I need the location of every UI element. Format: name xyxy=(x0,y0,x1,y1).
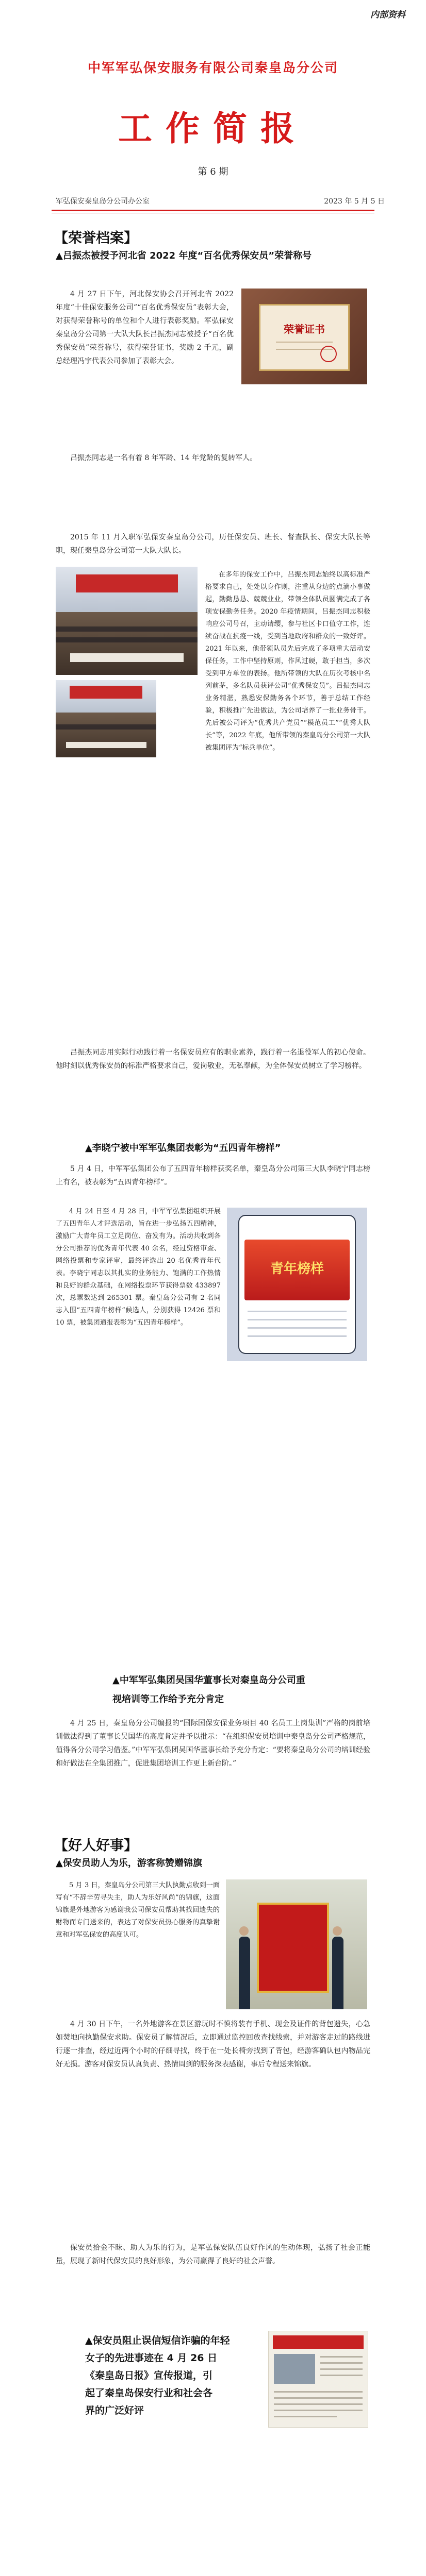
text-line xyxy=(320,2375,363,2376)
stage-banner-icon xyxy=(70,686,142,699)
para-youth-list: 5 月 4 日，中军军弘集团公布了五四青年榜样获奖名单，秦皇岛分公司第三大队李晓宁同志榜上有名，被表彰为“五四青年榜样”。 xyxy=(56,1165,370,1187)
guard-head xyxy=(239,1926,249,1936)
section-honor-title: 【荣誉档案】 xyxy=(54,230,138,246)
certificate-icon xyxy=(259,304,350,371)
guard-figure xyxy=(239,1937,250,2009)
text-line xyxy=(274,2410,363,2411)
para-training: 4 月 25 日，秦皇岛分公司编报的“国际国保安保业务项目 40 名员工上岗集训”严格的岗前培训做法得到了董事长吴国华的高度肯定并予以批示：“在组织保安员培训中秦皇岛分公司严格规范，值得各分公司学习借鉴。”中军军弘集团吴国华董事长给予充分肯定：“要将秦皇岛分公司的培训经验和好做法在全集团推广，促进集团培训工作更上新台阶。” xyxy=(56,1719,370,1768)
red-seal-icon xyxy=(320,346,337,362)
text-line xyxy=(274,2416,337,2417)
text-line xyxy=(274,2397,363,2399)
youth-banner-icon xyxy=(244,1240,350,1300)
text-line xyxy=(248,1327,347,1329)
certificate-photo xyxy=(241,289,367,384)
header-divider xyxy=(52,210,374,211)
para-career: 2015 年 11 月入职军弘保安秦皇岛分公司，历任保安员、班长、督查队长、保安大队长等职，现任秦皇岛分公司第一大队大队长。 xyxy=(56,533,370,555)
headline-fraud-stop-4: 起了秦皇岛保安行业和社会各 xyxy=(85,2387,213,2399)
headline-li-xiaoning: ▲李晓宁被中军军弘集团表彰为“五四青年榜样” xyxy=(85,1143,281,1154)
para-youth-selection: 4 月 24 日至 4 月 28 日，中军军弘集团组织开展了五四青年人才评选活动，旨在进一步弘扬五四精神，激励广大青年员工立足岗位、奋发有为。活动共收到各分公司推荐的优秀青年代表 40 余名，经过资格审查、网络投票和专家评审，最终评选出 20 名优秀青年代表。李晓宁同志以其扎实的业务能力、饱满的工作热情和良好的群众基础，在网络投票环节获得票数 433897 次，总票数达到 265301 票。秦皇岛分公司有 2 名同志入围“五四青年榜样”候选人，分别获得 12426 票和 10 票，被集团通报表彰为“五四青年榜样”。 xyxy=(56,1208,221,1327)
banner-photo xyxy=(226,1879,367,2009)
text-line xyxy=(248,1311,347,1312)
audience-row xyxy=(56,724,156,730)
phone-screenshot xyxy=(227,1208,367,1361)
newspaper-clipping xyxy=(268,2331,368,2428)
para-award-ceremony: 4 月 27 日下午，河北保安协会召开河北省 2022 年度“十佳保安服务公司”“百名优秀保安员”表彰大会，对获得荣誉称号的单位和个人进行表彰奖励。军弘保安秦皇岛分公司第一大队大队长吕振杰同志被授予“百名优秀保安员”荣誉称号，获得荣誉证书，奖励 2 千元，副总经理冯宇代表公司参加了表彰大会。 xyxy=(56,290,234,365)
para-work-record: 在多年的保安工作中，吕振杰同志始终以高标准严格要求自己，处处以身作则，注重从身边的点滴小事做起，勤勤恳恳、兢兢业业，带领全体队员圆满完成了各项安保勤务任务。2020 年疫情期间，吕振杰同志积极响应公司号召，主动请缨，参与社区卡口值守工作，连续奋战在抗疫一线，受到当地政府和群众的一致好评。2021 年以来，他带领队员先后完成了多项重大活动安保任务，工作中坚持原则，作风过硬，敢于担当，多次受到甲方单位的表扬。他所带领的大队在历次考核中名列前茅，多名队员获评公司“优秀保安员”。吕振杰同志业务精湛，熟悉安保勤务各个环节，善于总结工作经验，积极推广先进做法，为公司培养了一批业务骨干。先后被公司评为“优秀共产党员”“模范员工”“优秀大队长”等，2022 年底，他所带领的秦皇岛分公司第一大队被集团评为“标兵单位”。 xyxy=(205,571,370,752)
stage-banner-icon xyxy=(76,574,178,593)
text-line xyxy=(320,2362,363,2364)
internal-material-tag: 内部资料 xyxy=(370,10,405,20)
text-line xyxy=(320,2356,363,2358)
para-banner: 5 月 3 日，秦皇岛分公司第三大队执勤点收到一面写有“不辞辛劳寻失主，助人为乐好风尚”的锦旗，这面锦旗是外地游客为感谢我公司保安员帮助其找回遗失的财物而专门送来的，表达了对保安员热心服务的真挚谢意和对军弘保安的高度认可。 xyxy=(56,1882,220,1939)
headline-fraud-stop-5: 界的广泛好评 xyxy=(85,2405,144,2416)
para-role-model: 吕振杰同志用实际行动践行着一名保安员应有的职业素养，践行着一名退役军人的初心使命。他时刻以优秀保安员的标准严格要求自己，爱岗敬业，无私奉献，为全体保安员树立了学习榜样。 xyxy=(56,1048,370,1070)
text-line xyxy=(274,2391,363,2393)
headline-training-praise-2: 视培训等工作给予充分肯定 xyxy=(112,1694,224,1705)
red-banner-icon xyxy=(257,1903,329,1992)
newspaper-masthead-icon xyxy=(273,2335,364,2349)
audience-row xyxy=(56,637,198,642)
newspaper-photo xyxy=(274,2354,315,2384)
text-line xyxy=(320,2368,363,2370)
phone-screen xyxy=(238,1215,356,1354)
audience-row xyxy=(56,626,198,632)
issue-date: 2023 年 5 月 5 日 xyxy=(324,197,385,206)
company-name: 中军军弘保安服务有限公司秦皇岛分公司 xyxy=(87,60,338,75)
para-good-deed-summary: 保安员拾金不昧、助人为乐的行为，是军弘保安队伍良好作风的生动体现，弘扬了社会正能量，展现了新时代保安员的良好形象，为公司赢得了良好的社会声誉。 xyxy=(56,2244,370,2265)
guard-figure xyxy=(332,1937,343,2009)
page-title: 工作简报 xyxy=(118,109,308,148)
text-line xyxy=(248,1335,347,1337)
guard-head xyxy=(333,1926,342,1936)
issue-number: 第 6 期 xyxy=(198,166,228,177)
section-good-deeds-title: 【好人好事】 xyxy=(54,1838,138,1854)
para-veteran: 吕振杰同志是一名有着 8 年军龄、14 年党龄的复转军人。 xyxy=(70,454,257,462)
headline-fraud-stop-2: 女子的先进事迹在 4 月 26 日 xyxy=(85,2352,218,2364)
table-icon xyxy=(66,742,146,748)
headline-training-praise: ▲中军军弘集团吴国华董事长对秦皇岛分公司重 xyxy=(112,1675,305,1686)
para-lost-bag: 4 月 30 日下午，一名外地游客在景区游玩时不慎将装有手机、现金及证件的背包遗失，心急如焚地向执勤保安求助。保安员了解情况后，立即通过监控回放查找线索，并对游客走过的路线进行逐一排查，经过近两个小时的仔细寻找，终于在一处长椅旁找到了背包，经游客确认包内物品完好无损。游客对保安员认真负责、热情周到的服务深表感谢，事后专程送来锦旗。 xyxy=(56,2020,370,2069)
certificate-seal-text: 荣誉证书 xyxy=(284,323,325,335)
headline-fraud-stop-3: 《秦皇岛日报》宣传报道，引 xyxy=(85,2370,213,2381)
certificate-line xyxy=(276,342,333,343)
text-line xyxy=(248,1319,347,1320)
table-icon xyxy=(70,653,184,662)
meeting-photo-small xyxy=(56,680,156,757)
meeting-photo xyxy=(56,567,198,675)
banner-caption: 青年榜样 xyxy=(270,1261,324,1277)
headline-fraud-stop: ▲保安员阻止误信短信诈骗的年轻 xyxy=(85,2335,230,2346)
headline-banner-gift: ▲保安员助人为乐，游客称赞赠锦旗 xyxy=(56,1858,202,1869)
issuer: 军弘保安秦皇岛分公司办公室 xyxy=(56,197,150,206)
text-line xyxy=(274,2403,363,2405)
headline-lv-zhenjie: ▲吕振杰被授予河北省 2022 年度“百名优秀保安员”荣誉称号 xyxy=(56,250,312,261)
